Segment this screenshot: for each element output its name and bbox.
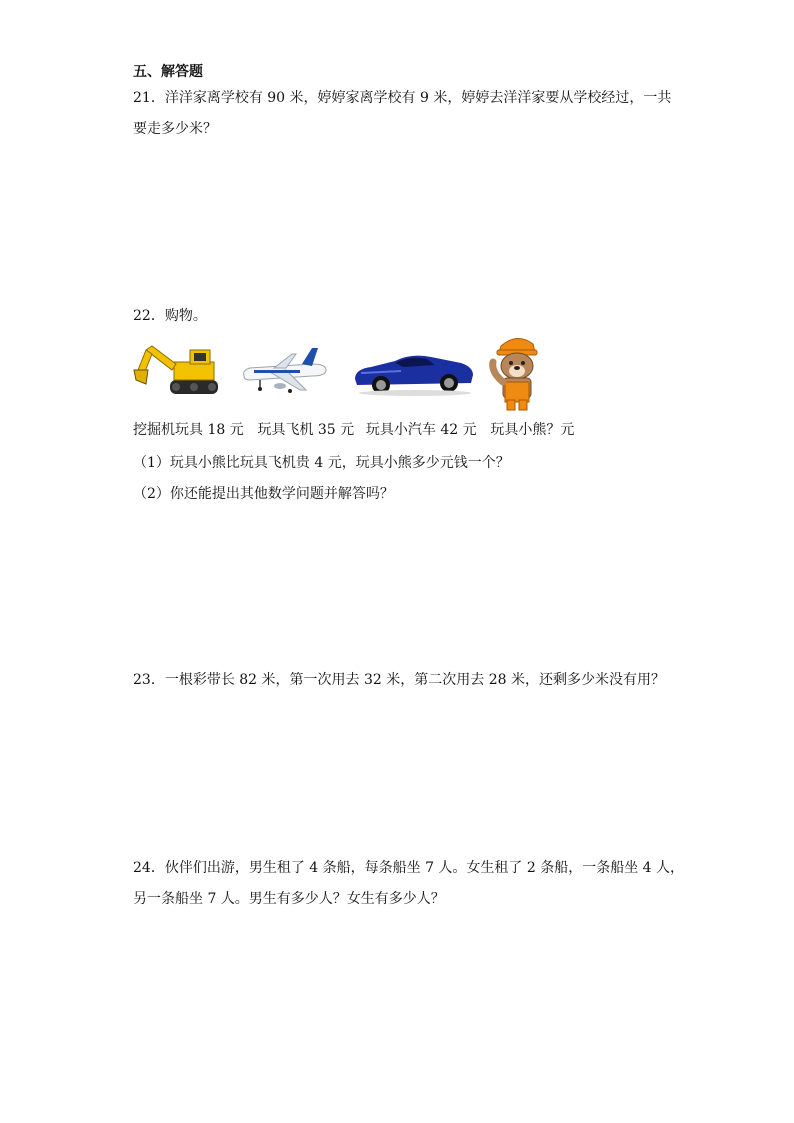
question-24-line-2: 另一条船坐 7 人。男生有多少人？女生有多少人？ bbox=[133, 891, 445, 907]
airplane-icon bbox=[240, 346, 328, 398]
question-22-title: 22．购物。 bbox=[133, 308, 207, 324]
question-21-line-2: 要走多少米？ bbox=[133, 121, 217, 137]
question-21-line-1: 21．洋洋家离学校有 90 米，婷婷家离学校有 9 米，婷婷去洋洋家要从学校经过，一共 bbox=[133, 90, 672, 106]
toy-label-excavator: 挖掘机玩具 18 元 bbox=[133, 422, 244, 438]
toy-label-car: 玩具小汽车 42 元 bbox=[365, 422, 477, 438]
car-icon bbox=[351, 345, 477, 397]
toy-label-bear: 玩具小熊？元 bbox=[490, 422, 575, 438]
question-24-line-1: 24．伙伴们出游，男生租了 4 条船，每条船坐 7 人。女生租了 2 条船，一条船坐 4 人， bbox=[133, 860, 685, 876]
bear-icon bbox=[487, 332, 549, 412]
excavator-icon bbox=[132, 340, 224, 398]
toy-label-row bbox=[133, 420, 574, 440]
question-22-sub-1: （1）玩具小熊比玩具飞机贵 4 元，玩具小熊多少元钱一个？ bbox=[133, 455, 510, 471]
question-23-line-1: 23．一根彩带长 82 米，第一次用去 32 米，第二次用去 28 米，还剩多少米没有用？ bbox=[133, 672, 665, 688]
section-heading: 五、解答题 bbox=[133, 64, 203, 80]
toy-label-airplane: 玩具飞机 35 元 bbox=[257, 422, 355, 438]
question-22-sub-2: （2）你还能提出其他数学问题并解答吗？ bbox=[133, 486, 394, 502]
